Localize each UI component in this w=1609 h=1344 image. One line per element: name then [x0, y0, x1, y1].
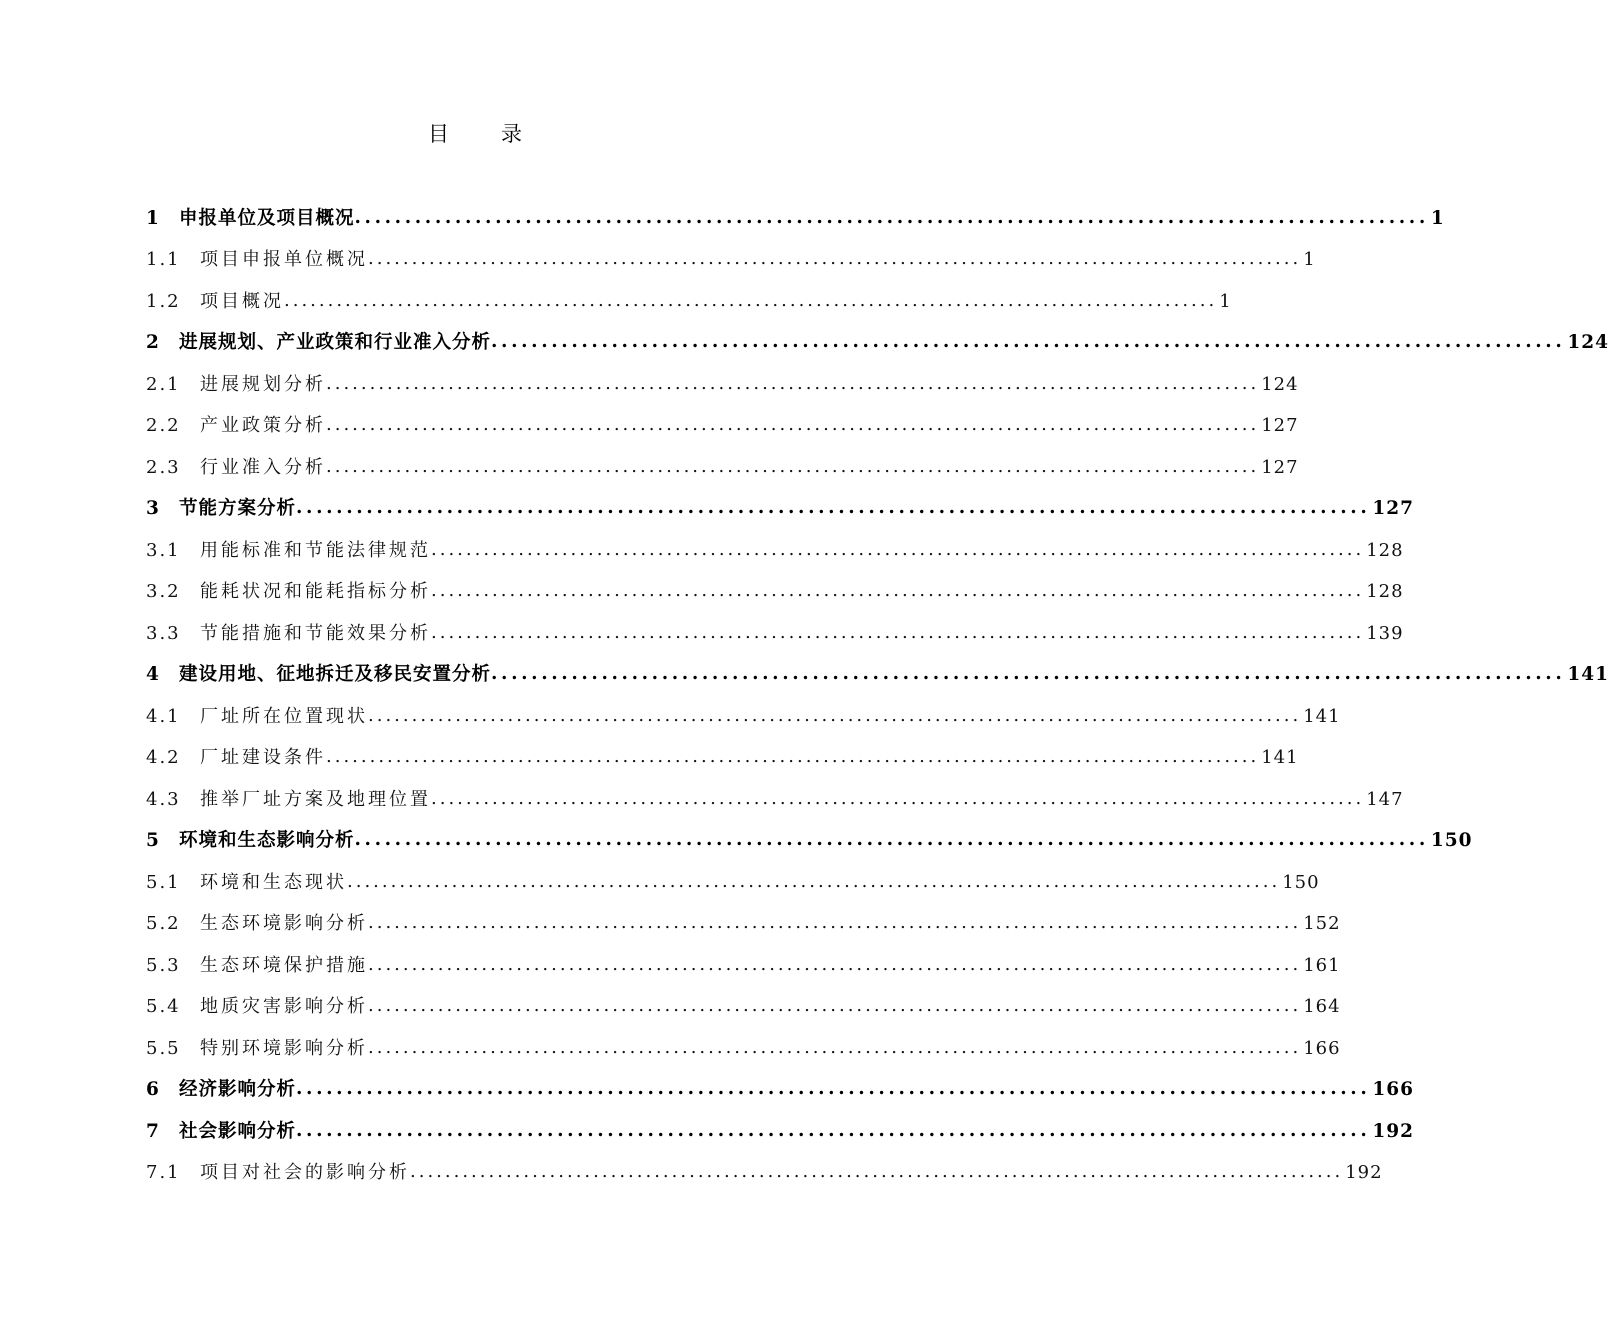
toc-entry-page-number: 150	[1430, 830, 1473, 851]
toc-entry-label: 产业政策分析	[200, 415, 326, 437]
toc-entry-page-number: 1	[1430, 207, 1445, 229]
toc-entry-number: 2.1	[146, 373, 181, 395]
toc-entry-number: 5.3	[146, 954, 181, 976]
toc-entry-section[interactable]	[146, 779, 1404, 821]
toc-entry-page-number: 127	[1372, 498, 1414, 519]
toc-title-left: 目	[428, 122, 449, 146]
toc-entry-page-number: 124	[1261, 373, 1299, 395]
toc-entry-page-number: 128	[1366, 539, 1404, 561]
toc-entry-number: 4.3	[146, 788, 181, 810]
toc-entry-number: 3.3	[146, 622, 181, 644]
toc-leader-dots: ...........................................................................................................	[296, 1078, 1371, 1099]
toc-leader-dots: ...........................................................................................................	[354, 206, 1429, 228]
toc-entry-page-number: 141	[1261, 747, 1299, 769]
toc-entry-section[interactable]	[146, 572, 1404, 614]
toc-entry-label: 生态环境影响分析	[200, 913, 368, 935]
toc-entry-label: 环境和生态影响分析	[179, 830, 355, 851]
toc-entry-number: 2	[146, 332, 159, 353]
toc-entry-section[interactable]	[146, 613, 1404, 655]
toc-entry-number: 4	[146, 664, 159, 685]
toc-entry-number: 7	[146, 1120, 159, 1142]
toc-leader-dots: ...........................................................................................................	[354, 829, 1429, 850]
toc-entry-section[interactable]	[146, 530, 1404, 572]
toc-leader-dots: ...........................................................................................................	[431, 621, 1365, 643]
toc-entry-section[interactable]	[146, 240, 1316, 282]
toc-list	[146, 198, 1609, 1194]
toc-entry-number: 7.1	[146, 1162, 181, 1184]
toc-leader-dots: ...........................................................................................................	[431, 787, 1365, 809]
toc-entry-number: 3.2	[146, 581, 181, 603]
toc-entry-page-number: 192	[1372, 1120, 1414, 1142]
toc-entry-chapter[interactable]	[146, 655, 1609, 697]
toc-title-right: 录	[501, 122, 522, 146]
toc-entry-label: 地质灾害影响分析	[200, 996, 368, 1018]
toc-entry-label: 能耗状况和能耗指标分析	[200, 581, 431, 603]
toc-entry-section[interactable]	[146, 281, 1232, 323]
toc-entry-section[interactable]	[146, 1153, 1383, 1195]
toc-entry-page-number: 127	[1261, 456, 1299, 478]
toc-entry-number: 3	[146, 498, 159, 519]
toc-entry-page-number: 141	[1303, 705, 1341, 727]
toc-entry-label: 行业准入分析	[200, 456, 326, 478]
toc-entry-page-number: 166	[1372, 1079, 1414, 1100]
toc-entry-label: 社会影响分析	[179, 1120, 297, 1142]
toc-entry-number: 5.2	[146, 913, 181, 935]
toc-entry-section[interactable]	[146, 862, 1320, 904]
toc-entry-label: 推举厂址方案及地理位置	[200, 788, 431, 810]
toc-entry-number: 5.5	[146, 1037, 181, 1059]
toc-entry-page-number: 124	[1567, 332, 1609, 353]
toc-entry-page-number: 192	[1345, 1162, 1383, 1184]
toc-leader-dots: ...........................................................................................................	[431, 580, 1365, 602]
toc-leader-dots: ...........................................................................................................	[368, 995, 1302, 1017]
toc-entry-chapter[interactable]	[146, 1111, 1414, 1153]
toc-leader-dots: ...........................................................................................................	[491, 663, 1566, 684]
toc-leader-dots: ...........................................................................................................	[368, 704, 1302, 726]
toc-entry-number: 5	[146, 830, 159, 851]
toc-entry-label: 经济影响分析	[179, 1079, 297, 1100]
toc-entry-label: 进展规划、产业政策和行业准入分析	[179, 332, 492, 353]
toc-title	[0, 118, 950, 148]
toc-leader-dots: ...........................................................................................................	[368, 248, 1302, 270]
toc-leader-dots: ...........................................................................................................	[368, 1036, 1302, 1058]
toc-entry-number: 1.2	[146, 290, 181, 312]
toc-entry-number: 5.4	[146, 996, 181, 1018]
toc-entry-page-number: 164	[1303, 996, 1341, 1018]
toc-entry-section[interactable]	[146, 406, 1299, 448]
toc-entry-section[interactable]	[146, 945, 1341, 987]
toc-leader-dots: ...........................................................................................................	[410, 1161, 1344, 1183]
toc-entry-number: 5.1	[146, 871, 181, 893]
toc-entry-number: 2.3	[146, 456, 181, 478]
toc-leader-dots: ...........................................................................................................	[368, 953, 1302, 975]
toc-entry-number: 6	[146, 1079, 159, 1100]
toc-entry-chapter[interactable]	[146, 1070, 1414, 1112]
toc-entry-page-number: 128	[1366, 581, 1404, 603]
toc-leader-dots: ...........................................................................................................	[368, 912, 1302, 934]
toc-entry-label: 项目申报单位概况	[200, 249, 368, 271]
toc-entry-page-number: 141	[1567, 664, 1609, 685]
toc-entry-section[interactable]	[146, 904, 1341, 946]
toc-leader-dots: ...........................................................................................................	[296, 497, 1371, 518]
toc-entry-label: 节能措施和节能效果分析	[200, 622, 431, 644]
toc-leader-dots: ...........................................................................................................	[491, 331, 1566, 352]
toc-entry-label: 环境和生态现状	[200, 871, 347, 893]
toc-entry-section[interactable]	[146, 696, 1341, 738]
toc-entry-label: 建设用地、征地拆迁及移民安置分析	[179, 664, 492, 685]
toc-entry-section[interactable]	[146, 1028, 1341, 1070]
toc-entry-label: 厂址建设条件	[200, 747, 326, 769]
toc-entry-page-number: 1	[1219, 290, 1232, 312]
toc-entry-number: 1	[146, 207, 159, 229]
toc-entry-label: 用能标准和节能法律规范	[200, 539, 431, 561]
toc-entry-label: 厂址所在位置现状	[200, 705, 368, 727]
toc-entry-section[interactable]	[146, 364, 1299, 406]
toc-entry-label: 特别环境影响分析	[200, 1037, 368, 1059]
toc-entry-page-number: 150	[1282, 871, 1320, 893]
toc-entry-number: 1.1	[146, 249, 181, 271]
toc-entry-label: 申报单位及项目概况	[179, 207, 355, 229]
toc-entry-number: 4.1	[146, 705, 181, 727]
toc-entry-chapter[interactable]	[146, 323, 1609, 365]
toc-entry-number: 2.2	[146, 415, 181, 437]
toc-entry-number: 3.1	[146, 539, 181, 561]
toc-leader-dots: ...........................................................................................................	[347, 870, 1281, 892]
toc-leader-dots: ...........................................................................................................	[326, 746, 1260, 768]
toc-entry-number: 4.2	[146, 747, 181, 769]
toc-leader-dots: ...........................................................................................................	[326, 372, 1260, 394]
toc-entry-page-number: 161	[1303, 954, 1341, 976]
toc-entry-section[interactable]	[146, 987, 1341, 1029]
toc-entry-label: 节能方案分析	[179, 498, 297, 519]
toc-entry-label: 生态环境保护措施	[200, 954, 368, 976]
toc-entry-page-number: 1	[1303, 249, 1316, 271]
toc-entry-chapter[interactable]	[146, 821, 1473, 863]
toc-leader-dots: ...........................................................................................................	[296, 1119, 1371, 1141]
toc-leader-dots: ...........................................................................................................	[326, 414, 1260, 436]
toc-entry-label: 项目对社会的影响分析	[200, 1162, 410, 1184]
toc-entry-page-number: 127	[1261, 415, 1299, 437]
toc-entry-page-number: 147	[1366, 788, 1404, 810]
toc-entry-page-number: 152	[1303, 913, 1341, 935]
toc-entry-page-number: 139	[1366, 622, 1404, 644]
toc-entry-chapter[interactable]	[146, 489, 1414, 531]
toc-leader-dots: ...........................................................................................................	[326, 455, 1260, 477]
toc-entry-label: 进展规划分析	[200, 373, 326, 395]
toc-leader-dots: ...........................................................................................................	[431, 538, 1365, 560]
toc-entry-page-number: 166	[1303, 1037, 1341, 1059]
toc-entry-section[interactable]	[146, 447, 1299, 489]
toc-entry-section[interactable]	[146, 738, 1299, 780]
toc-entry-chapter[interactable]	[146, 198, 1445, 240]
toc-entry-label: 项目概况	[200, 290, 284, 312]
toc-leader-dots: ...........................................................................................................	[284, 289, 1218, 311]
